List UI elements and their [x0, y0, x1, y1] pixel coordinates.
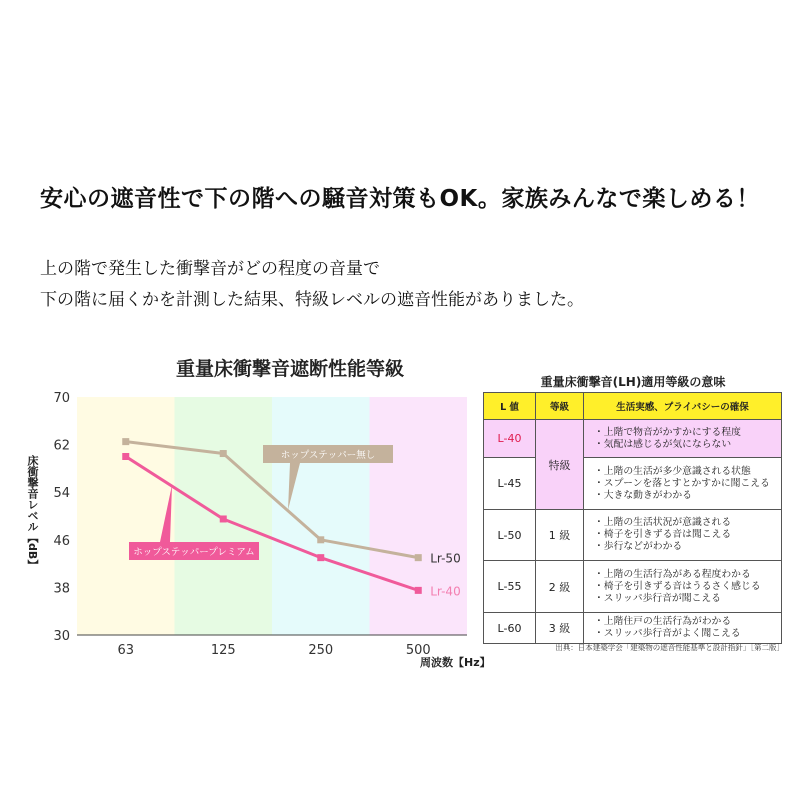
table-title: 重量床衝撃音(LH)適用等級の意味: [540, 375, 726, 389]
meaning-line: ・上階で物音がかすかにする程度: [594, 426, 741, 438]
meaning-line: ・スプーンを落とすとかすかに聞こえる: [594, 477, 770, 489]
description-line-1: 上の階で発生した衝撃音がどの程度の音量で: [40, 259, 380, 279]
y-tick-label: 54: [53, 486, 70, 502]
meaning-line: ・椅子を引きずる音は聞こえる: [594, 529, 732, 540]
data-point: [317, 536, 324, 543]
headline: 安心の遮音性で下の階への騒音対策もOK。家族みんなで楽しめる！: [40, 186, 760, 212]
y-tick-label: 30: [53, 629, 70, 644]
y-tick-label: 70: [53, 391, 70, 406]
table-row: [484, 613, 782, 644]
l-value-cell: L-40: [484, 420, 536, 458]
l-value-cell: L-50: [484, 510, 536, 561]
chart-title: 重量床衝撃音遮断性能等級: [175, 358, 404, 380]
grade-cell: 3 級: [536, 613, 584, 644]
meaning-line: ・歩行などがわかる: [594, 541, 683, 552]
meaning-cell: [584, 613, 782, 644]
meaning-cell: [584, 561, 782, 613]
meaning-line: ・スリッパ歩行音が聞こえる: [594, 592, 721, 604]
x-tick-label: 500: [405, 643, 431, 658]
legend-callout-label: ホップステッパープレミアム: [133, 547, 255, 558]
table-row: [484, 561, 782, 613]
x-tick-label: 125: [210, 643, 236, 658]
data-point: [220, 450, 227, 457]
meaning-line: ・上階の生活が多少意識される状態: [594, 465, 751, 477]
meaning-line: ・スリッパ歩行音がよく聞こえる: [594, 628, 741, 639]
source-note: 出典：日本建築学会「建築物の遮音性能基準と設計指針」［第二版］: [555, 643, 784, 652]
header-l-value: L 値: [484, 393, 536, 420]
meaning-line: ・椅子を引きずる音はうるさく感じる: [594, 580, 761, 592]
table-row: [484, 510, 782, 561]
meaning-line: ・上階の生活行為がある程度わかる: [594, 568, 751, 580]
table-header-row: [484, 393, 782, 420]
series-end-label: Lr-40: [430, 584, 461, 599]
y-tick-label: 46: [53, 533, 70, 549]
l-value-cell: L-45: [484, 458, 536, 510]
x-tick-label: 63: [117, 643, 135, 658]
grade-cell: 2 級: [536, 561, 584, 613]
table-row: [484, 458, 782, 510]
header-grade: 等級: [536, 393, 584, 420]
meaning-line: ・大きな動きがわかる: [594, 489, 692, 501]
legend-callout-label: ホップステッパー無し: [280, 450, 376, 461]
meaning-line: ・上階の生活状況が意識される: [594, 517, 732, 528]
l-value-cell: L-55: [484, 561, 536, 613]
background-band: [272, 397, 370, 635]
x-tick-label: 250: [308, 643, 334, 658]
data-point: [122, 438, 129, 445]
table-row: [484, 420, 782, 458]
grade-cell: 1 級: [536, 510, 584, 561]
description-line-2: 下の階に届くかを計測した結果、特級レベルの遮音性能がありました。: [40, 290, 584, 310]
y-tick-label: 62: [53, 438, 70, 454]
l-value-cell: L-60: [484, 613, 536, 644]
x-axis-label: 周波数【Hz】: [420, 656, 491, 669]
meaning-line: ・気配は感じるが気にならない: [594, 438, 732, 450]
grade-table: [483, 392, 782, 644]
background-band: [370, 397, 468, 635]
data-point: [220, 515, 227, 522]
background-band: [77, 397, 175, 635]
data-point: [415, 554, 422, 561]
meaning-line: ・上階住戸の生活行為がわかる: [594, 616, 732, 627]
header-meaning: 生活実感、プライバシーの確保: [584, 393, 782, 420]
grade-cell: 特級: [536, 420, 584, 510]
meaning-cell: [584, 420, 782, 458]
data-point: [317, 554, 324, 561]
meaning-cell: [584, 458, 782, 510]
y-axis-label: 床衝撃音レベル【dB】: [26, 455, 39, 571]
series-end-label: Lr-50: [430, 551, 461, 566]
data-point: [415, 587, 422, 594]
line-chart: [0, 380, 480, 680]
data-point: [122, 453, 129, 460]
y-tick-label: 38: [53, 581, 70, 597]
meaning-cell: [584, 510, 782, 561]
